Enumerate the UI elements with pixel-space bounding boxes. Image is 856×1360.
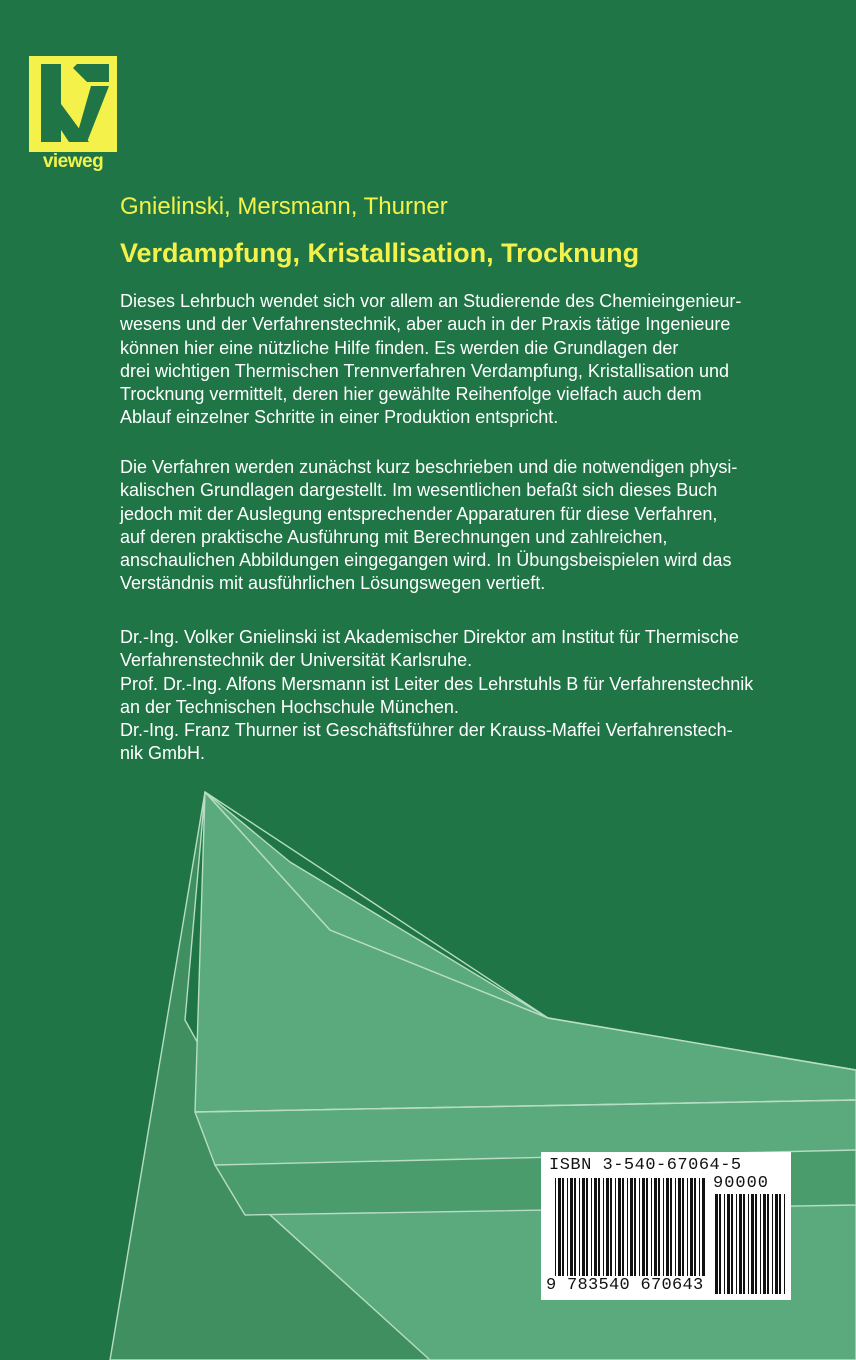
barcode-bar	[760, 1194, 761, 1294]
barcode-bar	[646, 1178, 648, 1276]
barcode-bar	[570, 1178, 573, 1276]
barcode-bar	[610, 1178, 612, 1276]
bio-line: an der Technischen Hochschule München.	[120, 696, 459, 717]
barcode-bar	[574, 1178, 576, 1276]
barcode-bar	[736, 1194, 737, 1294]
barcode-bar	[603, 1178, 604, 1276]
barcode-bar	[687, 1178, 688, 1276]
description-paragraph-2	[120, 456, 836, 596]
barcode-bar	[654, 1178, 657, 1276]
barcode-bar	[642, 1178, 645, 1276]
logo-wordmark: vieweg	[42, 151, 104, 172]
text-line: drei wichtigen Thermischen Trennverfahren Verdampfung, Kristallisation und	[120, 360, 729, 381]
barcode-bar	[743, 1194, 745, 1294]
barcode-bar	[567, 1178, 568, 1276]
barcode-bar	[555, 1178, 556, 1276]
barcode-bar	[767, 1194, 769, 1294]
barcode-bar	[598, 1178, 600, 1276]
vieweg-v-logo-icon	[29, 56, 117, 152]
description-paragraph-1	[120, 290, 836, 430]
bio-line: Verfahrenstechnik der Universität Karlsruhe.	[120, 650, 473, 671]
barcode-bar	[739, 1194, 742, 1294]
barcode-bar	[627, 1178, 628, 1276]
bio-line: Dr.-Ing. Franz Thurner ist Geschäftsführer der Krauss-Maffei Verfahrenstech-	[120, 720, 733, 741]
text-line: Trocknung vermittelt, deren hier gewählte Reihenfolge vielfach auch dem	[120, 384, 702, 405]
text-line: jedoch mit der Auslegung entsprechender Apparaturen für diese Verfahren,	[120, 503, 718, 524]
barcode-bar	[772, 1194, 773, 1294]
author-bios	[120, 626, 836, 766]
ean-number: 9 783540 670643	[546, 1276, 704, 1295]
barcode-bar	[658, 1178, 660, 1276]
bio-line: Prof. Dr.-Ing. Alfons Mersmann ist Leiter des Lehrstuhls B für Verfahrenstechnik	[120, 673, 754, 694]
text-line: auf deren praktische Ausführung mit Berechnungen und zahlreichen,	[120, 526, 668, 547]
barcode-bar	[779, 1194, 781, 1294]
barcode-bar	[724, 1194, 725, 1294]
barcode-bar	[586, 1178, 588, 1276]
barcode-bar	[606, 1178, 609, 1276]
barcode-bar	[763, 1194, 766, 1294]
bio-line: Dr.-Ing. Volker Gnielinski ist Akademischer Direktor am Institut für Thermische	[120, 627, 739, 647]
barcode-bar	[699, 1178, 700, 1276]
text-line: Verständnis mit ausführlichen Lösungswegen vertieft.	[120, 573, 546, 594]
barcode-bar	[694, 1178, 696, 1276]
barcode-bar	[755, 1194, 757, 1294]
book-title: Verdampfung, Kristallisation, Trocknung	[120, 238, 640, 268]
barcode-bar	[731, 1194, 733, 1294]
authors: Gnielinski, Mersmann, Thurner	[120, 193, 448, 220]
text-line: können hier eine nützliche Hilfe finden. Es werden die Grundlagen der	[120, 337, 679, 358]
text-line: Die Verfahren werden zunächst kurz beschrieben und die notwendigen physi-	[120, 457, 738, 477]
barcode-bar	[663, 1178, 664, 1276]
barcode-bar	[651, 1178, 652, 1276]
barcode-bar	[719, 1194, 721, 1294]
isbn-number: ISBN 3-540-67064-5	[549, 1156, 742, 1175]
barcode-bar	[639, 1178, 640, 1276]
barcode-bar	[579, 1178, 580, 1276]
barcode-bar	[702, 1178, 705, 1276]
barcode-bar	[682, 1178, 684, 1276]
barcode-bar	[630, 1178, 633, 1276]
barcode-bar	[562, 1178, 564, 1276]
barcode-bar	[775, 1194, 778, 1294]
text-line: Ablauf einzelner Schritte in einer Produktion entspricht.	[120, 407, 559, 428]
barcode-bar	[748, 1194, 749, 1294]
barcode-bar	[591, 1178, 592, 1276]
barcode-bar	[690, 1178, 693, 1276]
text-line: kalischen Grundlagen dargestellt. Im wesentlichen befaßt sich dieses Buch	[120, 480, 718, 501]
price-addon-number: 90000	[713, 1174, 770, 1193]
vieweg-logo	[29, 56, 117, 176]
barcode-bar	[618, 1178, 621, 1276]
barcode-bar	[751, 1194, 754, 1294]
barcode-bar	[615, 1178, 616, 1276]
barcode-bar	[666, 1178, 669, 1276]
barcode-bar	[582, 1178, 585, 1276]
barcode-bar	[622, 1178, 624, 1276]
text-line: wesens und der Verfahrenstechnik, aber auch in der Praxis tätige Ingenieure	[120, 314, 731, 335]
isbn-barcode	[541, 1152, 791, 1300]
barcode-bar	[594, 1178, 597, 1276]
barcode-bar	[727, 1194, 730, 1294]
barcode-bar	[784, 1194, 785, 1294]
crystal-facet-center	[195, 792, 856, 1112]
text-line: Dieses Lehrbuch wendet sich vor allem an Studierende des Chemieingenieur-	[120, 291, 742, 311]
barcode-bar	[558, 1178, 561, 1276]
bio-line: nik GmbH.	[120, 743, 206, 764]
barcode-bar	[715, 1194, 718, 1294]
text-line: anschaulichen Abbildungen eingegangen wird. In Übungsbeispielen wird das	[120, 550, 732, 571]
barcode-bar	[678, 1178, 681, 1276]
barcode-bar	[670, 1178, 672, 1276]
barcode-bar	[675, 1178, 676, 1276]
barcode-bar	[634, 1178, 636, 1276]
